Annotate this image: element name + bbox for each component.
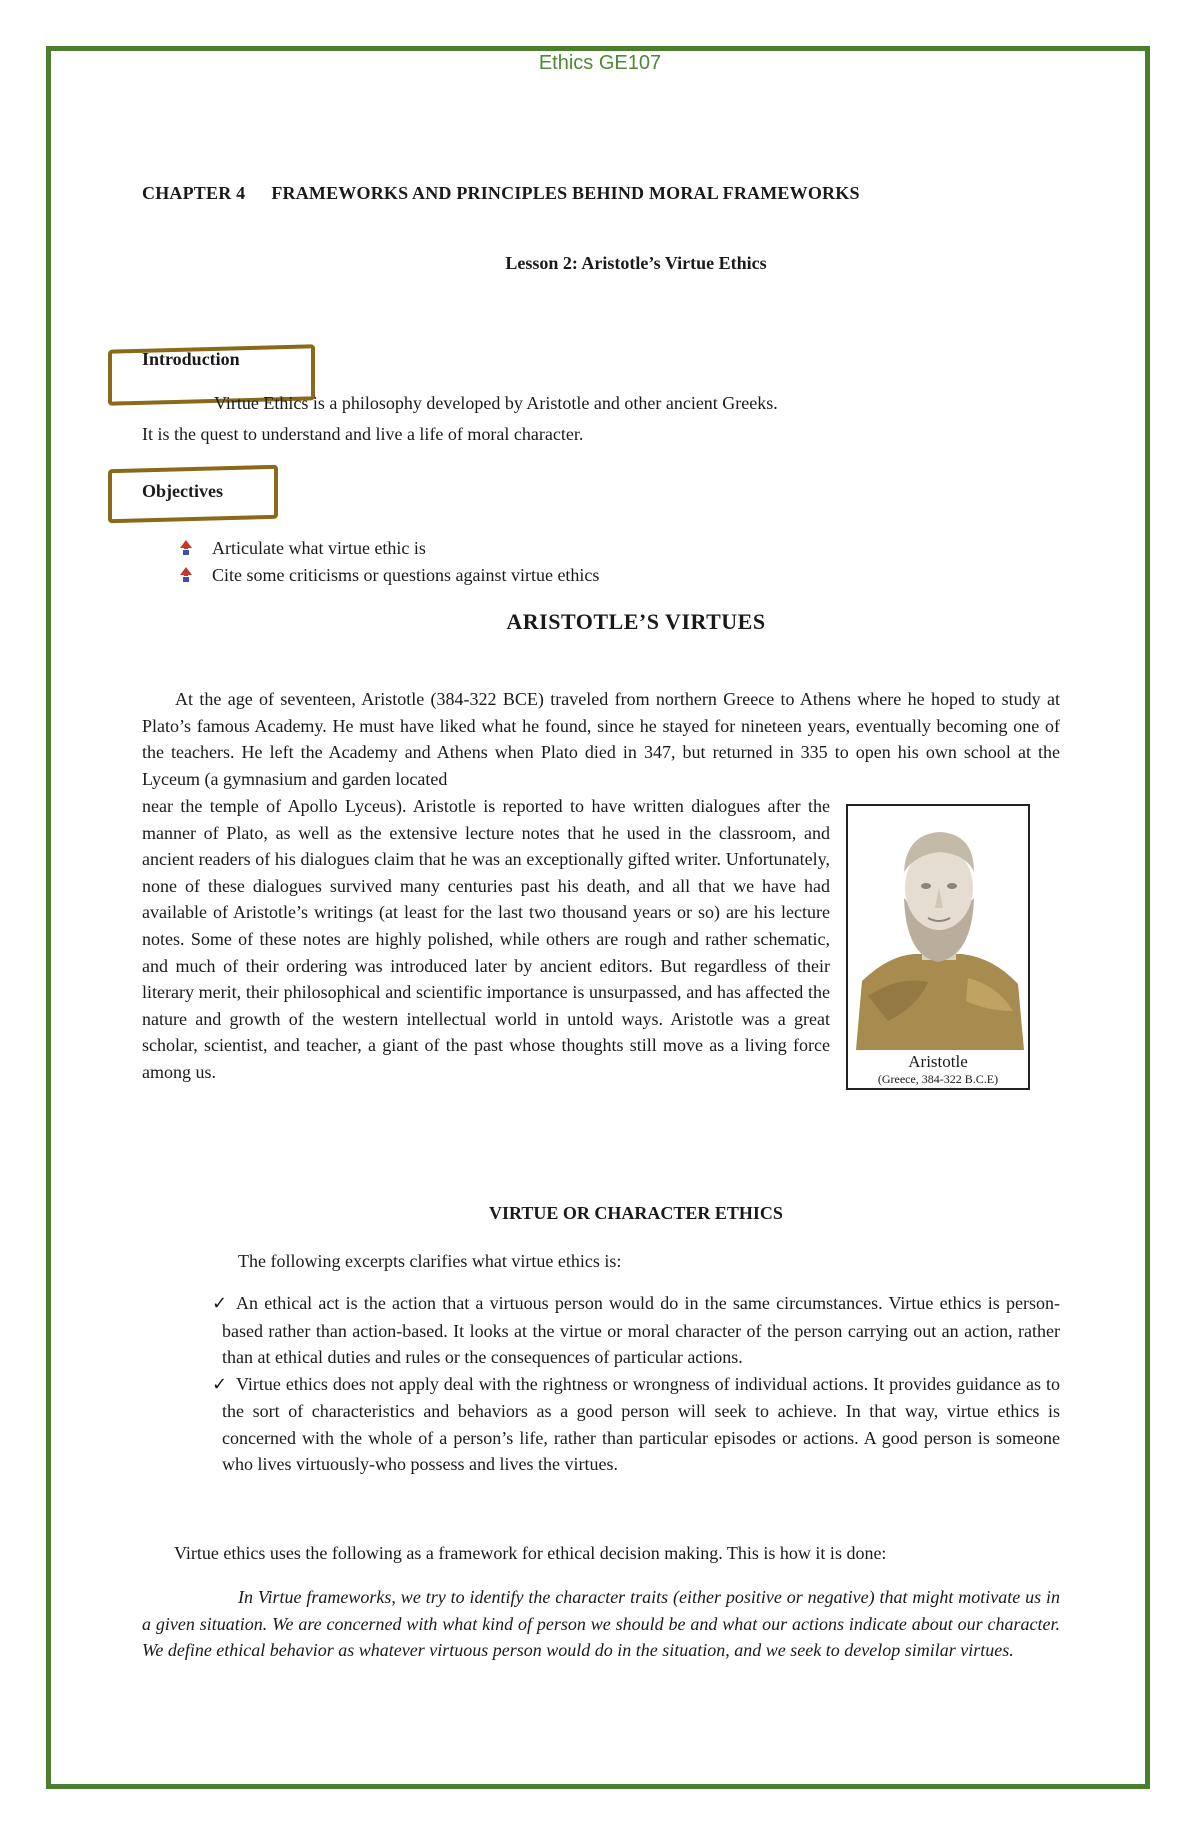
arrow-bullet-icon: [178, 567, 194, 583]
objective-text: Articulate what virtue ethic is: [212, 538, 426, 558]
character-ethics-intro: The following excerpts clarifies what virtue ethics is:: [238, 1251, 622, 1271]
aristotle-bust-image: [848, 806, 1028, 1050]
character-ethics-item: [212, 1371, 1060, 1478]
chapter-title: FRAMEWORKS AND PRINCIPLES BEHIND MORAL FRAMEWORKS: [271, 183, 860, 203]
objectives-label: Objectives: [142, 481, 223, 501]
section-title-virtues: ARISTOTLE’S VIRTUES: [506, 609, 766, 634]
lesson-title: Lesson 2: Aristotle’s Virtue Ethics: [505, 253, 767, 273]
introduction-line-1: Virtue Ethics is a philosophy developed by Aristotle and other ancient Greeks.: [214, 393, 778, 413]
objective-text: Cite some criticisms or questions against virtue ethics: [212, 565, 600, 585]
portrait-subcaption: (Greece, 384-322 B.C.E): [877, 1072, 999, 1086]
header-title: Ethics GE107: [538, 52, 662, 74]
introduction-label: Introduction: [142, 349, 240, 369]
arrow-bullet-icon: [178, 540, 194, 556]
section-title-character-ethics: VIRTUE OR CHARACTER ETHICS: [489, 1203, 783, 1223]
portrait-caption: Aristotle: [908, 1052, 968, 1071]
check-icon: ✓: [212, 1293, 228, 1314]
objective-item: [178, 562, 599, 589]
virtue-framework-quote: In Virtue frameworks, we try to identify the character traits (either positive or negative) that might motivate us in a given situation. We are concerned with what kind of person we should be and what our actions indicate about our character. We define ethical behavior as whatever virtuous person would do in the situation, and we seek to develop similar virtues.: [142, 1587, 1060, 1661]
check-icon: ✓: [212, 1373, 228, 1395]
character-ethics-list: [212, 1290, 1060, 1478]
virtues-paragraph-top: At the age of seventeen, Aristotle (384-322 BCE) traveled from northern Greece to Athens where he hoped to study at Plato’s famous Academy. He must have liked what he found, since he stayed for nineteen years, eventually becoming one of the teachers. He left the Academy and Athens when Plato died in 347, but returned in 335 to open his own school at the Lyceum (a gymnasium and garden located: [142, 689, 1060, 789]
framework-line: Virtue ethics uses the following as a framework for ethical decision making. This is how it is done:: [174, 1543, 887, 1563]
chapter-number: CHAPTER 4: [142, 183, 246, 203]
virtues-paragraph-side: near the temple of Apollo Lyceus). Aristotle is reported to have written dialogues after the manner of Plato, as well as the extensive lecture notes that he used in the classroom, and ancient readers of his dialogues claim that he was an exceptionally gifted writer. Unfortunately, none of these dialogues survived many centuries past his death, and all that we have had available of Aristotle’s writings (at least for the last two thousand years or so) are his lecture notes. Some of these notes are highly polished, while others are rough and rather schematic, and much of their ordering was introduced later by ancient editors. But regardless of their literary merit, their philosophical and scientific importance is unsurpassed, and has affected the nature and growth of the western intellectual world in untold ways. Aristotle was a great scholar, scientist, and teacher, a giant of the past whose thoughts still move as a living force among us.: [142, 796, 830, 1082]
chapter-heading: [142, 183, 860, 204]
objective-item: [178, 535, 599, 562]
character-ethics-item-text: Virtue ethics does not apply deal with the rightness or wrongness of individual actions. It provides guidance as to the sort of characteristics and behaviors as a good person will seek to achieve. In that way, virtue ethics is concerned with the whole of a person’s life, rather than particular episodes or actions. A good person is someone who lives virtuously-who possess and lives the virtues.: [222, 1373, 1060, 1474]
character-ethics-item-text: An ethical act is the action that a virtuous person would do in the same circumstances. Virtue ethics is person-based rather than action-based. It looks at the virtue or moral character of the person carrying out an action, rather than at ethical duties and rules or the consequences of particular actions.: [222, 1293, 1060, 1367]
objectives-list: [178, 535, 599, 589]
introduction-line-2: It is the quest to understand and live a life of moral character.: [142, 424, 584, 444]
aristotle-portrait: [846, 804, 1030, 1090]
character-ethics-item: [212, 1290, 1060, 1371]
